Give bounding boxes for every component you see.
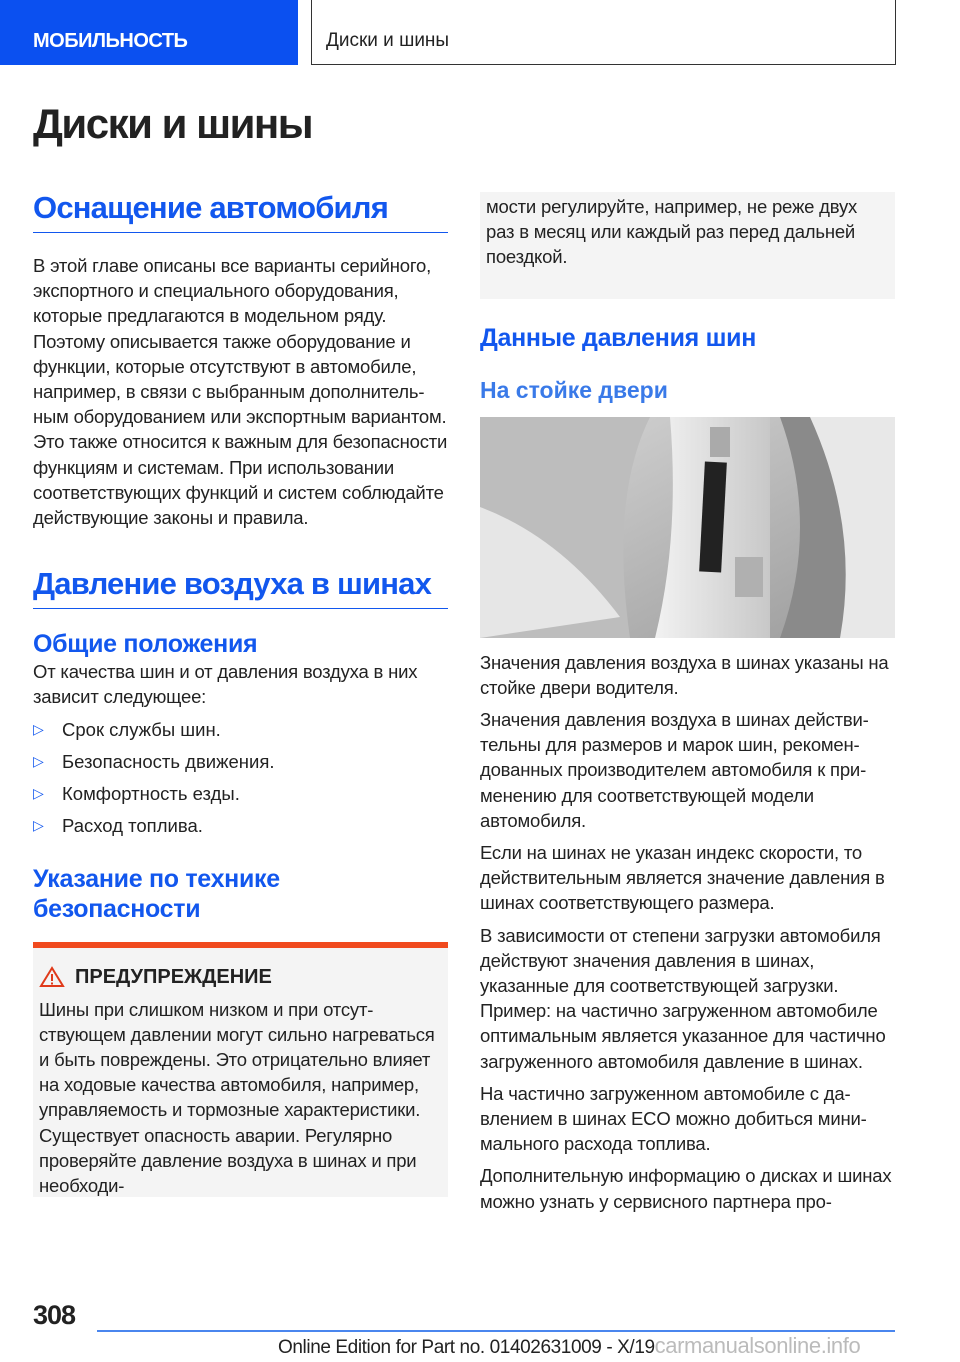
page-title: Диски и шины: [33, 100, 313, 147]
paragraph: На частично загруженном автомобиле с давлением в шинах ECO можно добиться минимального расхода топлива.: [480, 1082, 867, 1155]
chapter-header: Диски и шины: [311, 0, 896, 65]
edition-text: Online Edition for Part no. 01402631009 - X/19: [278, 1337, 655, 1358]
warning-continuation-text: мости регулируйте, например, не реже двух раз в месяц или каждый раз перед дальней поездкой.: [486, 196, 858, 268]
warning-title: ПРЕДУПРЕЖДЕНИЕ: [75, 965, 272, 988]
warning-header: [39, 966, 442, 989]
footer: [278, 1333, 860, 1359]
list-item: [33, 749, 448, 774]
paragraph-general: От качества шин и от давления воздуха в них зависит следующее:: [33, 661, 418, 708]
list-item: [33, 717, 448, 742]
warning-text: Шины при слишком низком и при отсутствующем давлении могут сильно нагреваться и быть повреждены. Это отрицательно влияет на ходовые качества автомобиля, например, управляемость и тормозные характеристики. Существует опасность аварии. Регулярно проверяйте давление воздуха в шинах и при необходи-: [39, 998, 435, 1197]
heading-general: Общие положения: [33, 630, 258, 659]
door-pillar-image: [480, 417, 895, 638]
heading-door-pillar: На стойке двери: [480, 376, 668, 403]
page-number: 308: [33, 1300, 76, 1330]
paragraph: Значения давления воздуха в шинах указаны на стойке двери водителя.: [480, 651, 889, 698]
watermark: carmanualsonline.info: [654, 1333, 861, 1358]
list-item-text: Срок службы шин.: [62, 718, 221, 740]
left-column: [33, 190, 448, 1197]
warning-triangle-icon: [39, 966, 65, 988]
section-tab: МОБИЛЬНОСТЬ: [0, 0, 298, 65]
warning-box: [33, 942, 448, 1197]
paragraph: Если на шинах не указан индекс скорости, то действительным является значение давления в шинах соответствующего размера.: [480, 842, 885, 914]
triangle-bullet-icon: ▷: [33, 720, 44, 737]
bullet-list: [33, 717, 448, 838]
list-item: [33, 781, 448, 806]
list-item: [33, 813, 448, 838]
heading-tire-pressure: Давление воздуха в шинах: [33, 566, 448, 609]
paragraph: В зависимости от степени загрузки автомобиля действуют значения давления в шинах, указанные для соответствующей загрузки. Пример: на частично загруженном автомобиле оптимальным является указанное для частично загруженного автомобиля давление в шинах.: [480, 924, 886, 1072]
heading-safety: Указание по технике безопасности: [33, 864, 280, 923]
warning-continuation: [480, 192, 895, 299]
triangle-bullet-icon: ▷: [33, 784, 44, 801]
paragraph: Дополнительную информацию о дисках и шинах можно узнать у сервисного партнера про-: [480, 1165, 892, 1212]
paragraph: Значения давления воздуха в шинах действительны для размеров и марок шин, рекомендованных производителем автомобиля к применению для соответствующей модели автомобиля.: [480, 709, 869, 831]
list-item-text: Расход топлива.: [62, 814, 203, 836]
right-column: [480, 192, 895, 1221]
paragraph-equipment: В этой главе описаны все варианты серийного, экспортного и специального оборудования, которые предлагаются в модельном ряду. Поэтому описывается также оборудование и функции, которые отсутствуют в автомобиле, например, в связи с выбранным дополнительным оборудованием или экспортным вариантом. Это также относится к важным для безопасности функциям и системам. При использовании соответствующих функций и систем соблюдайте действующие законы и правила.: [33, 255, 448, 529]
list-item-text: Безопасность движения.: [62, 750, 275, 772]
list-item-text: Комфортность езды.: [62, 782, 240, 804]
triangle-bullet-icon: ▷: [33, 816, 44, 833]
heading-pressure-data: Данные давления шин: [480, 323, 756, 352]
triangle-bullet-icon: ▷: [33, 752, 44, 769]
footer-divider: [97, 1330, 895, 1332]
heading-equipment: Оснащение автомобиля: [33, 190, 448, 233]
